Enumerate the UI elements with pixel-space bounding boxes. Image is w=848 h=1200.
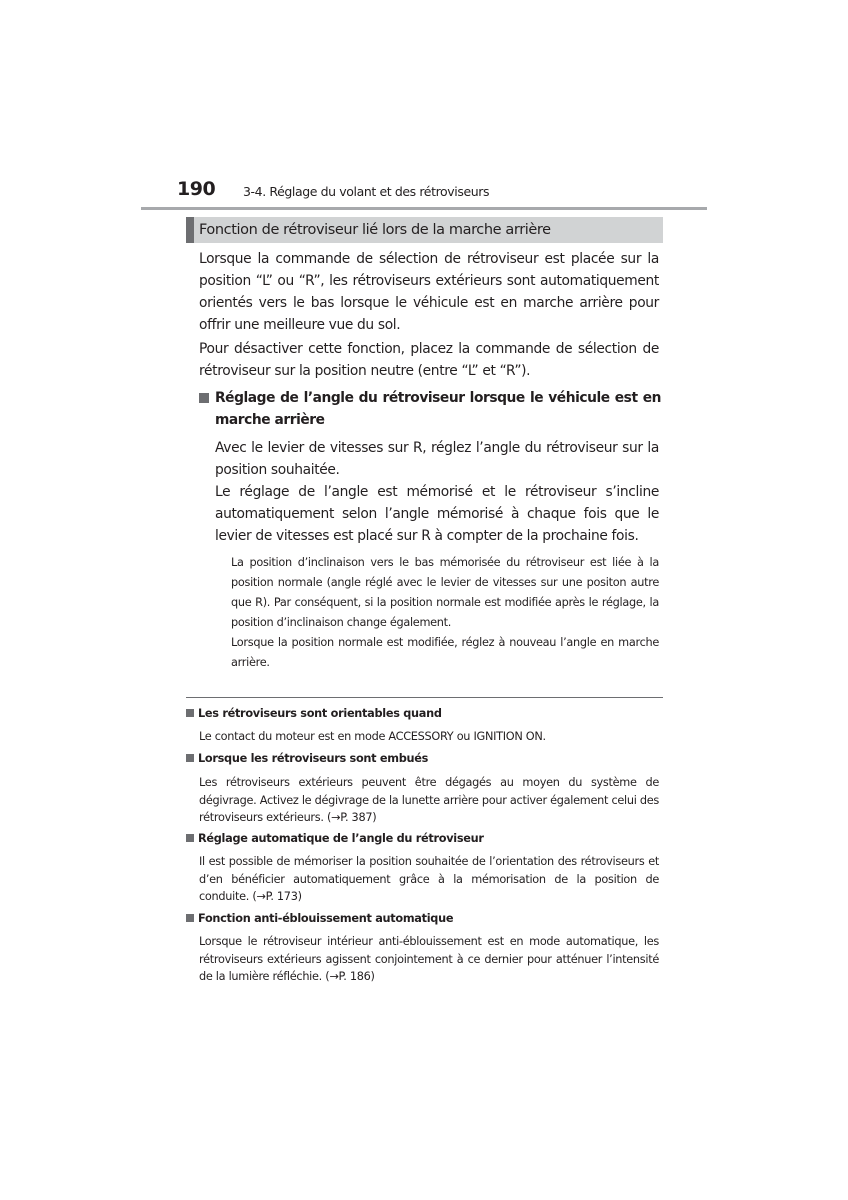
subsection-title: Réglage de l’angle du rétroviseur lorsque le véhicule est en marche arrière bbox=[215, 390, 661, 428]
notes-divider bbox=[186, 697, 663, 698]
subsection-paragraph-2: Le réglage de l’angle est mémorisé et le rétroviseur s’incline automatiquement selon l’angle mémorisé à chaque fois que le levier de vitesses est placé sur R à compter de la prochaine fois. bbox=[215, 484, 659, 544]
note-body: Les rétroviseurs extérieurs peuvent être dégagés au moyen du système de dégivrage. Activez le dégivrage de la lunette arrière pour activer également celui des rétroviseurs extérieurs. (→P. 387) bbox=[199, 776, 659, 824]
note-body: Il est possible de mémoriser la position souhaitée de l’orientation des rétroviseurs et d’en bénéficier automatiquement grâce à la mémorisation de la position de conduite. (→P. 173) bbox=[199, 855, 659, 903]
note-heading bbox=[186, 751, 428, 767]
header-divider bbox=[141, 207, 707, 210]
note-heading bbox=[186, 706, 442, 722]
square-bullet-icon bbox=[186, 754, 194, 762]
note-heading bbox=[186, 911, 453, 927]
square-bullet-icon bbox=[186, 914, 194, 922]
subsection-note-1: La position d’inclinaison vers le bas mémorisée du rétroviseur est liée à la position normale (angle réglé avec le levier de vitesses sur une positon autre que R). Par conséquent, si la position normale est modifiée après le réglage, la position d’inclinaison change également. bbox=[231, 556, 659, 629]
note-title: Les rétroviseurs sont orientables quand bbox=[198, 707, 442, 720]
note-title: Lorsque les rétroviseurs sont embués bbox=[198, 752, 429, 765]
section-paragraph-2: Pour désactiver cette fonction, placez la commande de sélection de rétroviseur sur la position neutre (entre “L” et “R”). bbox=[199, 341, 659, 379]
note-body: Lorsque le rétroviseur intérieur anti-éblouissement est en mode automatique, les rétroviseurs extérieurs agissent conjointement à ce dernier pour atténuer l’intensité de la lumière réfléchie. (→P. 186) bbox=[199, 935, 659, 983]
square-bullet-icon bbox=[186, 834, 194, 842]
subsection-heading bbox=[199, 387, 661, 431]
section-paragraph-1: Lorsque la commande de sélection de rétroviseur est placée sur la position “L” ou “R”, les rétroviseurs extérieurs sont automatiquement orientés vers le bas lorsque le véhicule est en marche arrière pour offrir une meilleure vue du sol. bbox=[199, 251, 659, 333]
note-title: Réglage automatique de l’angle du rétroviseur bbox=[198, 832, 484, 845]
square-bullet-icon bbox=[186, 709, 194, 717]
subsection-note-2: Lorsque la position normale est modifiée, réglez à nouveau l’angle en marche arrière. bbox=[231, 636, 659, 669]
page-number: 190 bbox=[177, 178, 216, 200]
note-title: Fonction anti-éblouissement automatique bbox=[198, 912, 454, 925]
section-title: Fonction de rétroviseur lié lors de la marche arrière bbox=[186, 217, 663, 243]
subsection-paragraph-1: Avec le levier de vitesses sur R, réglez l’angle du rétroviseur sur la position souhaitée. bbox=[215, 440, 659, 478]
note-body: Le contact du moteur est en mode ACCESSORY ou IGNITION ON. bbox=[199, 730, 546, 743]
note-heading bbox=[186, 831, 484, 847]
square-bullet-icon bbox=[199, 393, 209, 403]
breadcrumb: 3-4. Réglage du volant et des rétroviseurs bbox=[243, 184, 490, 199]
